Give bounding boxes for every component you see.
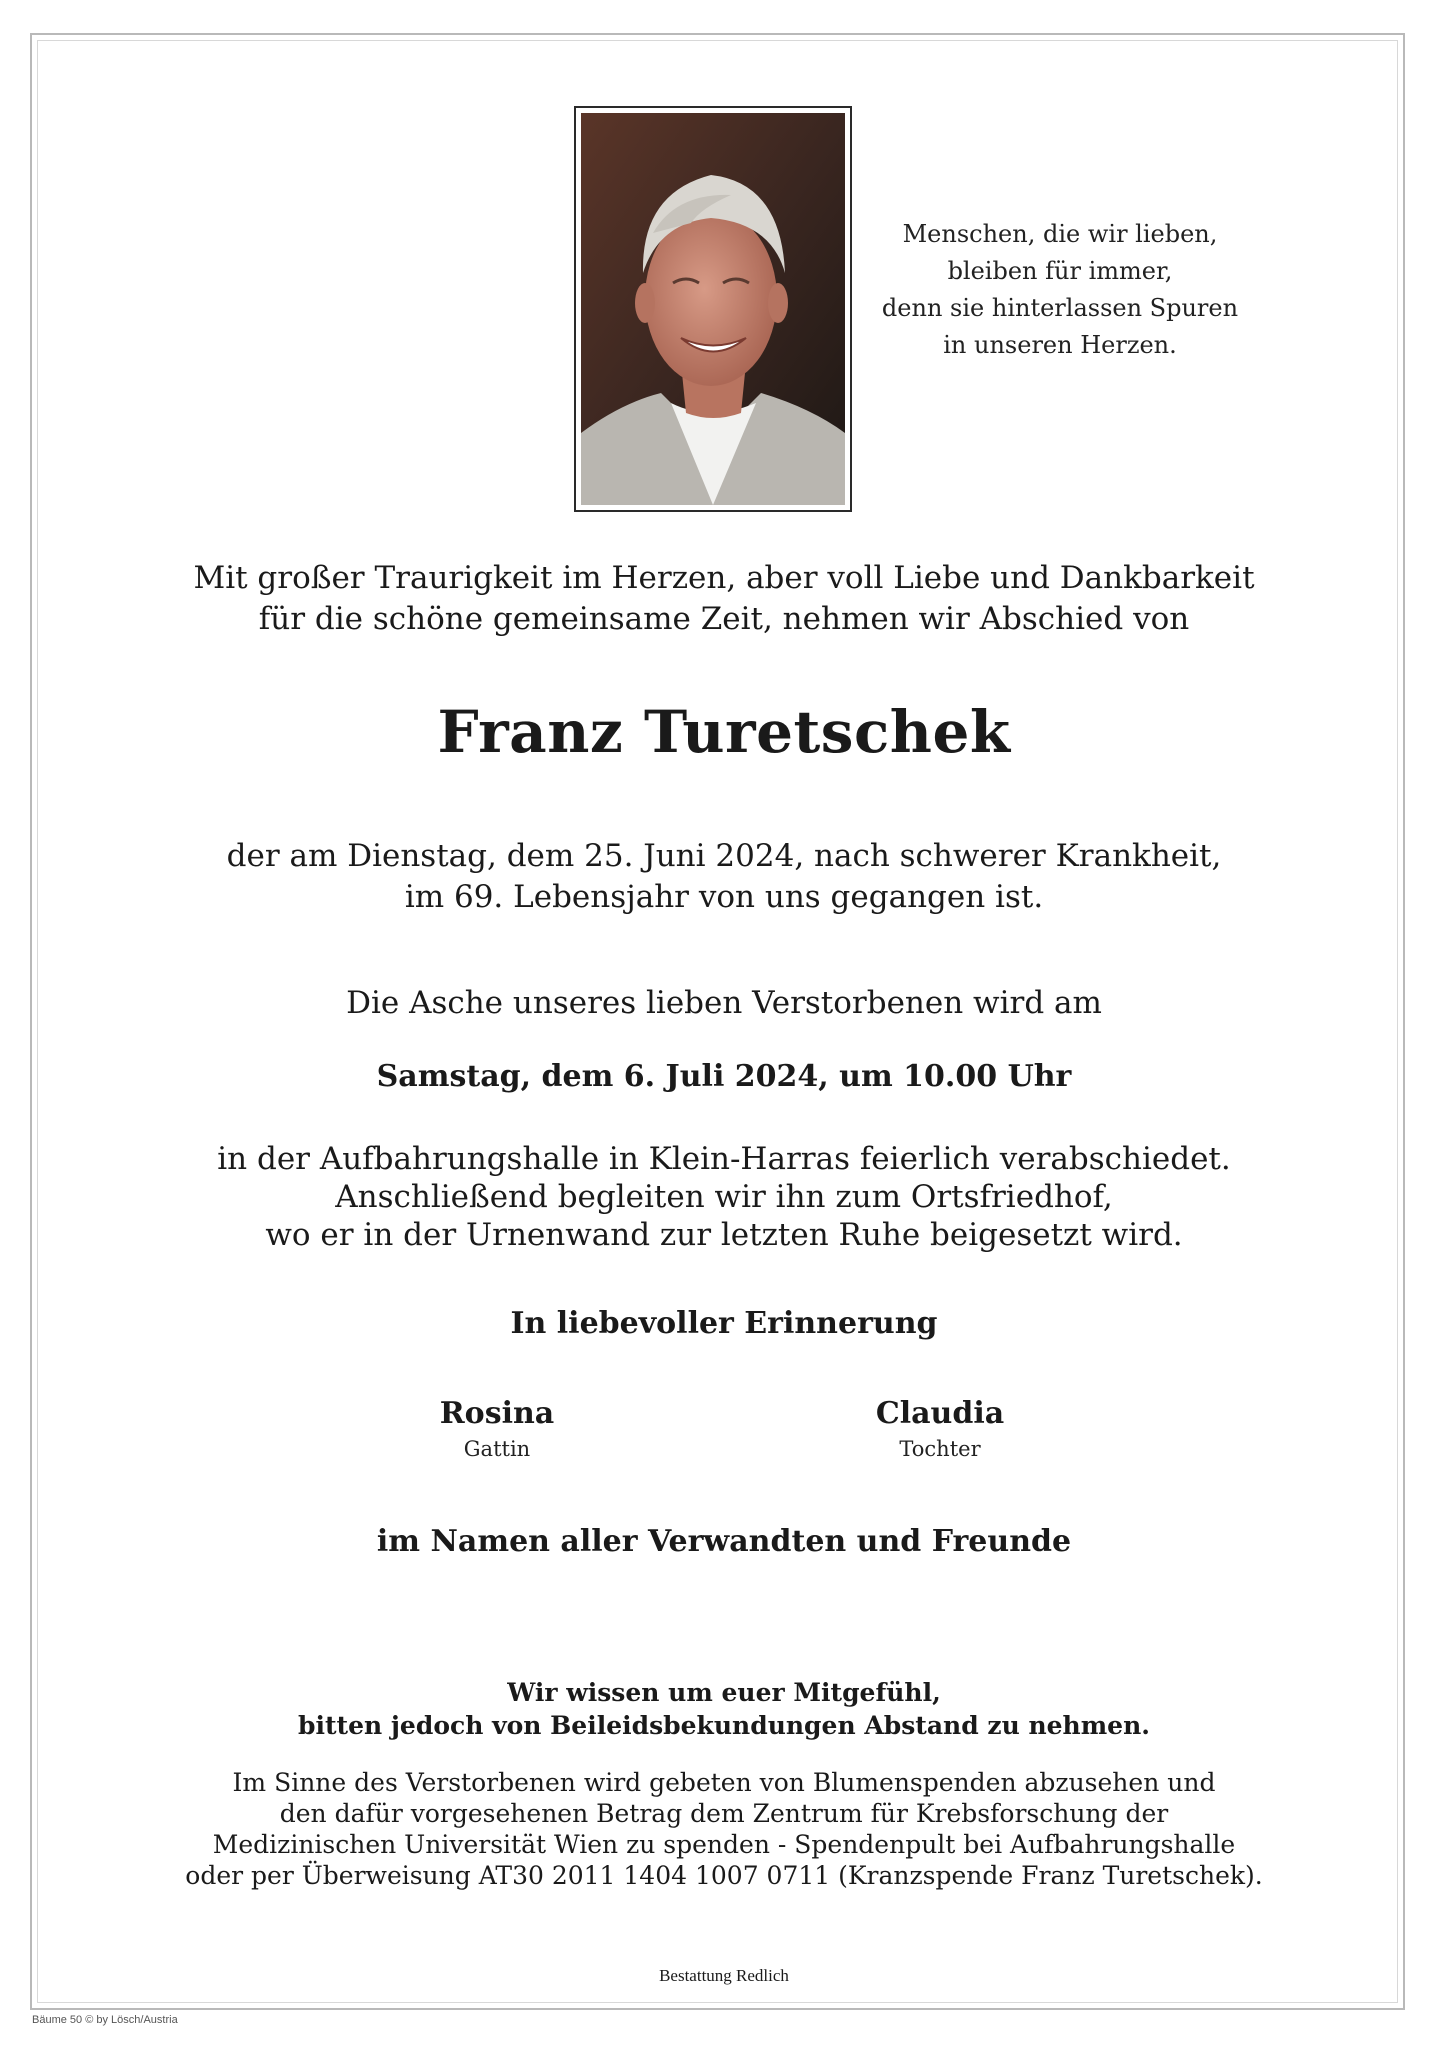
notice-line: Wir wissen um euer Mitgefühl, <box>507 1678 941 1707</box>
intro-line: für die schöne gemeinsame Zeit, nehmen wir Abschied von <box>258 601 1190 637</box>
intro-line: Mit großer Traurigkeit im Herzen, aber voll Liebe und Dankbarkeit <box>193 560 1255 596</box>
mourner-name: Claudia <box>875 1396 1005 1431</box>
deceased-name: Franz Turetschek <box>437 698 1011 766</box>
intro-text <box>0 558 1448 640</box>
quote-line: denn sie hinterlassen Spuren <box>881 294 1239 322</box>
portrait-photo <box>574 106 852 512</box>
mourner-name: Rosina <box>439 1396 555 1431</box>
death-text <box>0 836 1448 918</box>
family-line: im Namen aller Verwandten und Freunde <box>376 1524 1072 1559</box>
death-line: der am Dienstag, dem 25. Juni 2024, nach schwerer Krankheit, <box>226 838 1222 874</box>
donation-text <box>0 1767 1448 1891</box>
portrait-icon <box>581 113 845 505</box>
template-credit: Bäume 50 © by Lösch/Austria <box>32 2014 178 2026</box>
mourner-role: Tochter <box>899 1437 981 1461</box>
condolence-notice <box>0 1676 1448 1742</box>
donation-line: Im Sinne des Verstorbenen wird gebeten von Blumenspenden abzusehen und <box>232 1768 1216 1797</box>
ceremony-line: in der Aufbahrungshalle in Klein-Harras feierlich verabschiedet. <box>217 1141 1231 1177</box>
quote-block <box>880 216 1240 364</box>
memory-heading: In liebevoller Erinnerung <box>510 1306 938 1341</box>
ceremony-text <box>0 1140 1448 1254</box>
death-line: im 69. Lebensjahr von uns gegangen ist. <box>404 879 1044 915</box>
donation-line: den dafür vorgesehenen Betrag dem Zentrum für Krebsforschung der <box>279 1799 1169 1828</box>
undertaker-name: Bestattung Redlich <box>659 1966 789 1985</box>
quote-line: in unseren Herzen. <box>943 331 1177 359</box>
quote-line: bleiben für immer, <box>947 257 1173 285</box>
donation-line: oder per Überweisung AT30 2011 1404 1007 0711 (Kranzspende Franz Turetschek). <box>185 1861 1263 1890</box>
donation-line: Medizinischen Universität Wien zu spenden - Spendenpult bei Aufbahrungshalle <box>212 1830 1236 1859</box>
quote-line: Menschen, die wir lieben, <box>902 220 1218 248</box>
funeral-date: Samstag, dem 6. Juli 2024, um 10.00 Uhr <box>376 1059 1072 1094</box>
ceremony-line: wo er in der Urnenwand zur letzten Ruhe beigesetzt wird. <box>265 1217 1183 1253</box>
notice-line: bitten jedoch von Beileidsbekundungen Abstand zu nehmen. <box>298 1711 1150 1740</box>
mourner-role: Gattin <box>463 1437 531 1461</box>
asche-line: Die Asche unseres lieben Verstorbenen wird am <box>346 985 1102 1021</box>
ceremony-line: Anschließend begleiten wir ihn zum Ortsfriedhof, <box>335 1179 1113 1215</box>
